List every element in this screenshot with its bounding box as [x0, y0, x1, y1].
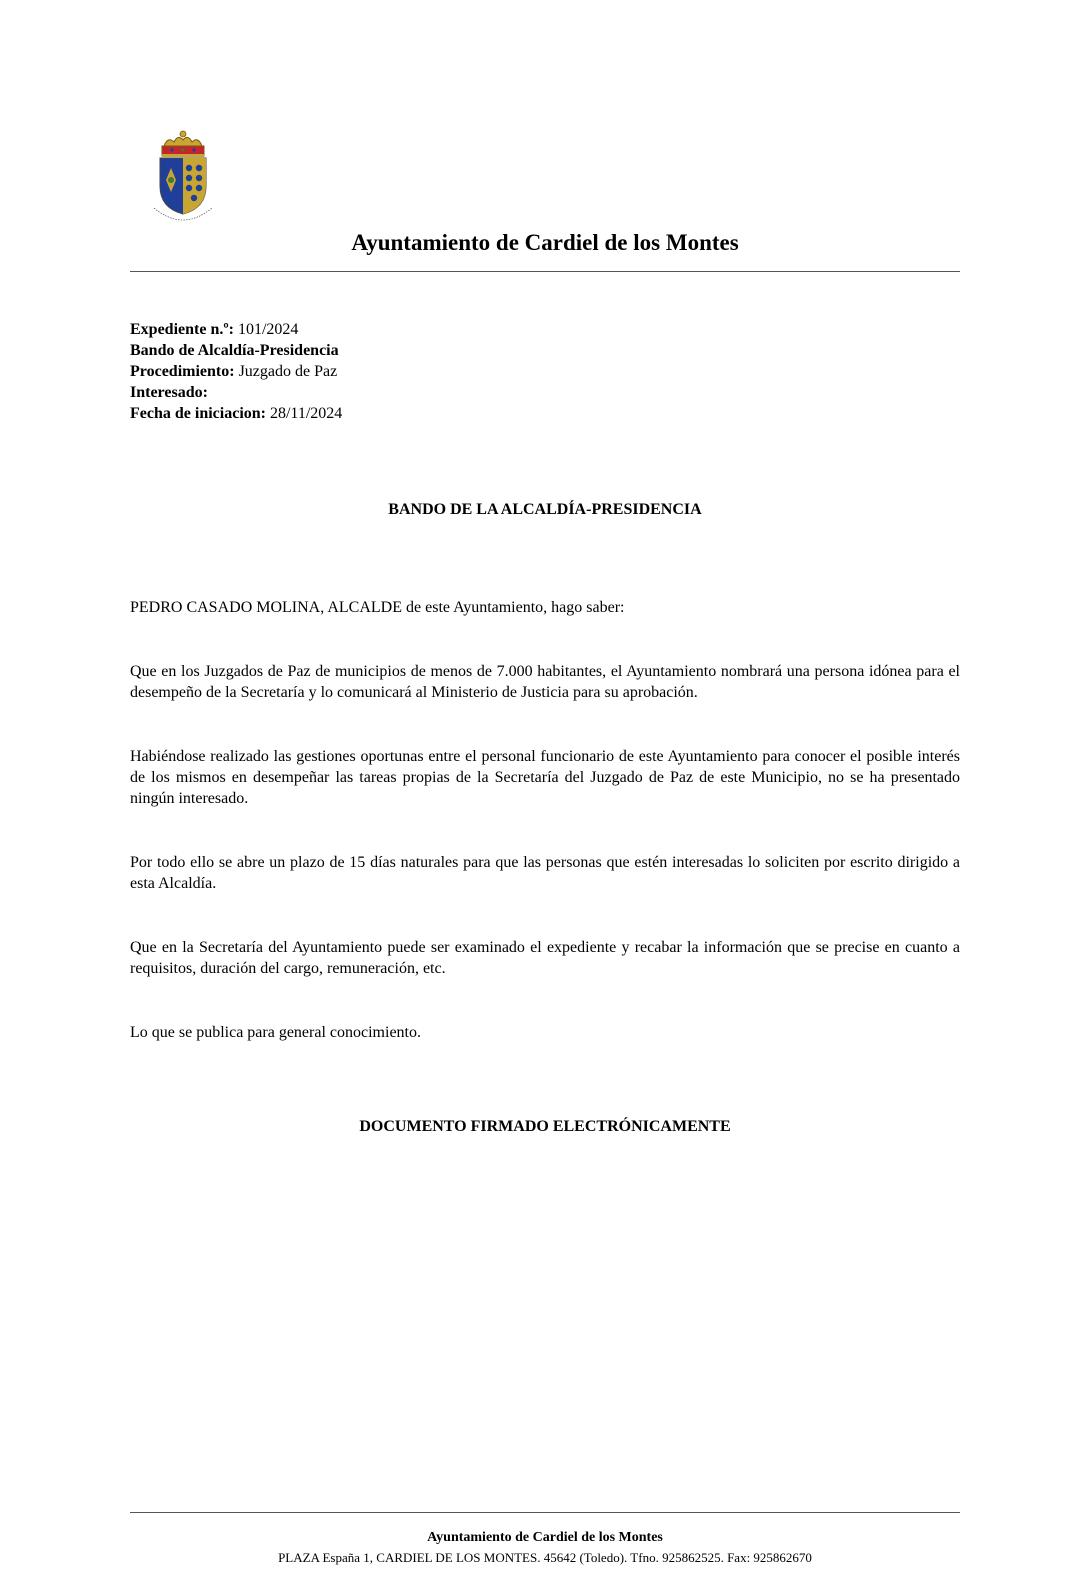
footer-divider — [130, 1512, 960, 1513]
footer-address: PLAZA España 1, CARDIEL DE LOS MONTES. 45642 (Toledo). Tfno. 925862525. Fax: 925862670 — [278, 1550, 812, 1565]
header-divider — [130, 271, 960, 272]
signature-notice: DOCUMENTO FIRMADO ELECTRÓNICAMENTE — [359, 1118, 731, 1135]
paragraph: Lo que se publica para general conocimiento. — [130, 1024, 421, 1041]
procedimiento-label: Procedimiento: — [130, 363, 235, 380]
procedimiento-row — [130, 361, 342, 382]
fecha-label: Fecha de iniciaciоn: — [130, 405, 266, 422]
paragraph: Que en la Secretaría del Ayuntamiento puede ser examinado el expediente y recabar la información que se precise en cuanto a requisitos, duración del cargo, remuneración, etc. — [130, 939, 960, 977]
footer-name: Ayuntamiento de Cardiel de los Montes — [427, 1530, 663, 1545]
paragraph: Que en los Juzgados de Paz de municipios de menos de 7.000 habitantes, el Ayuntamiento nombrará una persona idónea para el desempeño de la Secretaría y lo comunicará al Ministerio de Justicia para su aprobación. — [130, 663, 960, 701]
fecha-value: 28/11/2024 — [265, 405, 343, 422]
document-title: BANDO DE LA ALCALDÍA-PRESIDENCIA — [388, 501, 702, 518]
file-metadata — [130, 319, 342, 424]
paragraph: Habiéndose realizado las gestiones oportunas entre el personal funcionario de este Ayuntamiento para conocer el posible interés de los mismos en desempeñar las tareas propias de la Secretaría del Juzgado de Paz de este Municipio, no se ha presentado ningún interesado. — [130, 748, 960, 807]
bando-label: Bando de Alcaldía-Presidencia — [130, 342, 339, 359]
fecha-row — [130, 403, 342, 424]
header-title: Ayuntamiento de Cardiel de los Montes — [351, 230, 739, 255]
procedimiento-value: Juzgado de Paz — [234, 363, 338, 380]
expediente-value: 101/2024 — [233, 321, 299, 338]
interesado-label: Interesado: — [130, 384, 208, 401]
paragraph: Por todo ello se abre un plazo de 15 días naturales para que las personas que estén interesadas lo soliciten por escrito dirigido a esta Alcaldía. — [130, 854, 960, 892]
coat-of-arms-icon — [148, 128, 218, 228]
paragraph: PEDRO CASADO MOLINA, ALCALDE de este Ayuntamiento, hago saber: — [130, 599, 625, 616]
interesado-row — [130, 382, 342, 403]
bando-row — [130, 340, 342, 361]
expediente-label: Expediente n.º: — [130, 321, 234, 338]
expediente-row — [130, 319, 342, 340]
